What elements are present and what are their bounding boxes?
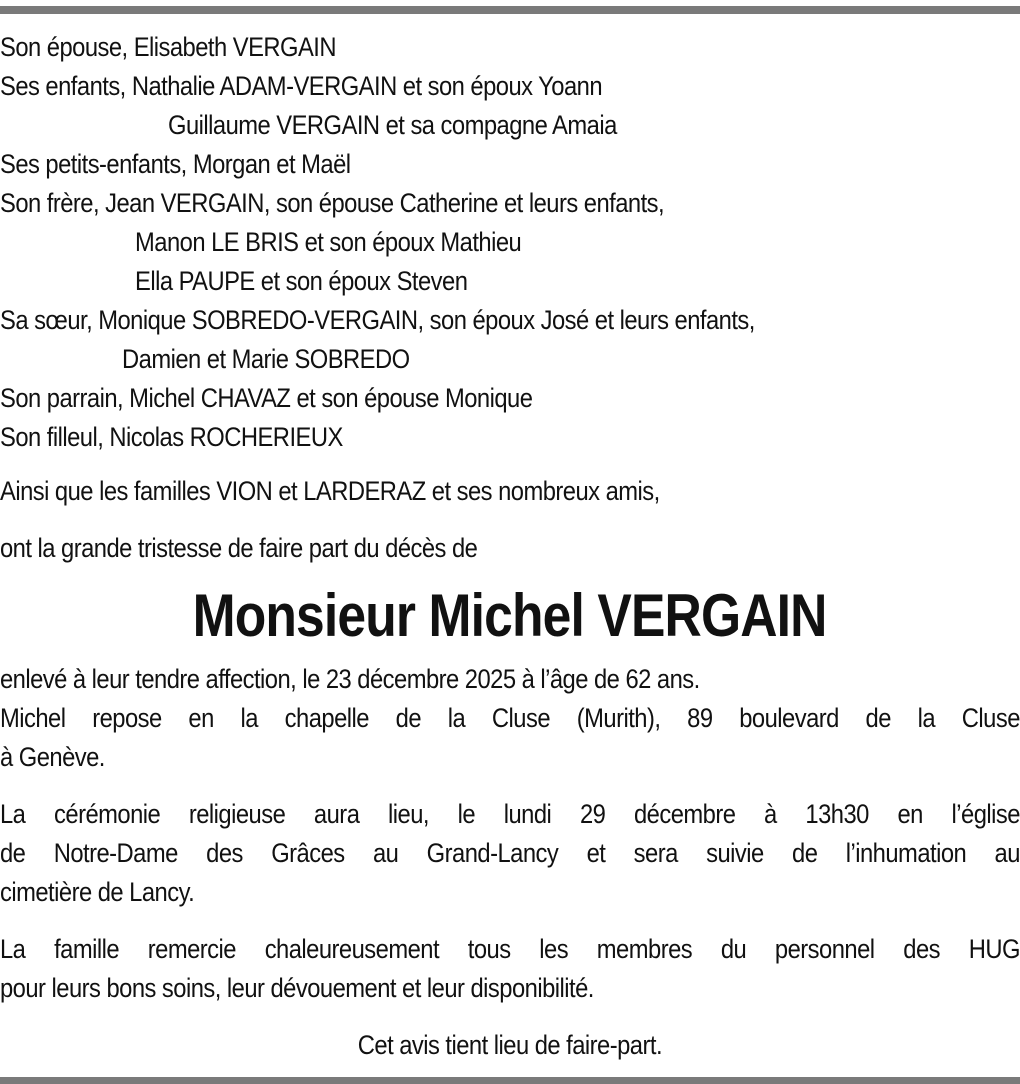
closing-text: Cet avis tient lieu de faire-part.	[357, 1030, 663, 1060]
announcement-text: ont la grande tristesse de faire part du décès de	[0, 533, 478, 563]
deceased-name: Monsieur Michel VERGAIN	[193, 582, 827, 649]
bottom-rule	[0, 1077, 1020, 1084]
family-line: Manon LE BRIS et son époux Mathieu	[135, 227, 522, 257]
family-line: Damien et Marie SOBREDO	[122, 344, 410, 374]
family-line: Son filleul, Nicolas ROCHERIEUX	[0, 422, 343, 452]
ceremony-details: La cérémonie religieuse aura lieu, le lundi 29 décembre à 13h30 en l’église de Notre-Dame des Grâces au Grand-Lancy et sera suivie de l’inhumation au cimetière de Lancy.	[0, 799, 1020, 907]
obituary-notice	[0, 28, 1020, 1065]
top-rule	[0, 6, 1020, 14]
family-line: Son parrain, Michel CHAVAZ et son épouse Monique	[0, 383, 533, 413]
family-line: Ella PAUPE et son époux Steven	[135, 266, 468, 296]
family-line: Sa sœur, Monique SOBREDO-VERGAIN, son époux José et leurs enfants,	[0, 305, 755, 335]
family-line: Ses enfants, Nathalie ADAM-VERGAIN et son époux Yoann	[0, 71, 603, 101]
family-line: Son épouse, Elisabeth VERGAIN	[0, 32, 337, 62]
thanks-text: La famille remercie chaleureusement tous les membres du personnel des HUG pour leurs bons soins, leur dévouement et leur disponibilité.	[0, 934, 1020, 1003]
also-families-text: Ainsi que les familles VION et LARDERAZ et ses nombreux amis,	[0, 476, 660, 506]
family-line: Son frère, Jean VERGAIN, son épouse Catherine et leurs enfants,	[0, 188, 665, 218]
family-list	[0, 28, 1020, 457]
family-line: Ses petits-enfants, Morgan et Maël	[0, 149, 351, 179]
death-details: enlevé à leur tendre affection, le 23 décembre 2025 à l’âge de 62 ans. Michel repose en la chapelle de la Cluse (Murith), 89 boulevard de la Cluse à Genève.	[0, 664, 1020, 772]
family-line: Guillaume VERGAIN et sa compagne Amaia	[168, 110, 617, 140]
